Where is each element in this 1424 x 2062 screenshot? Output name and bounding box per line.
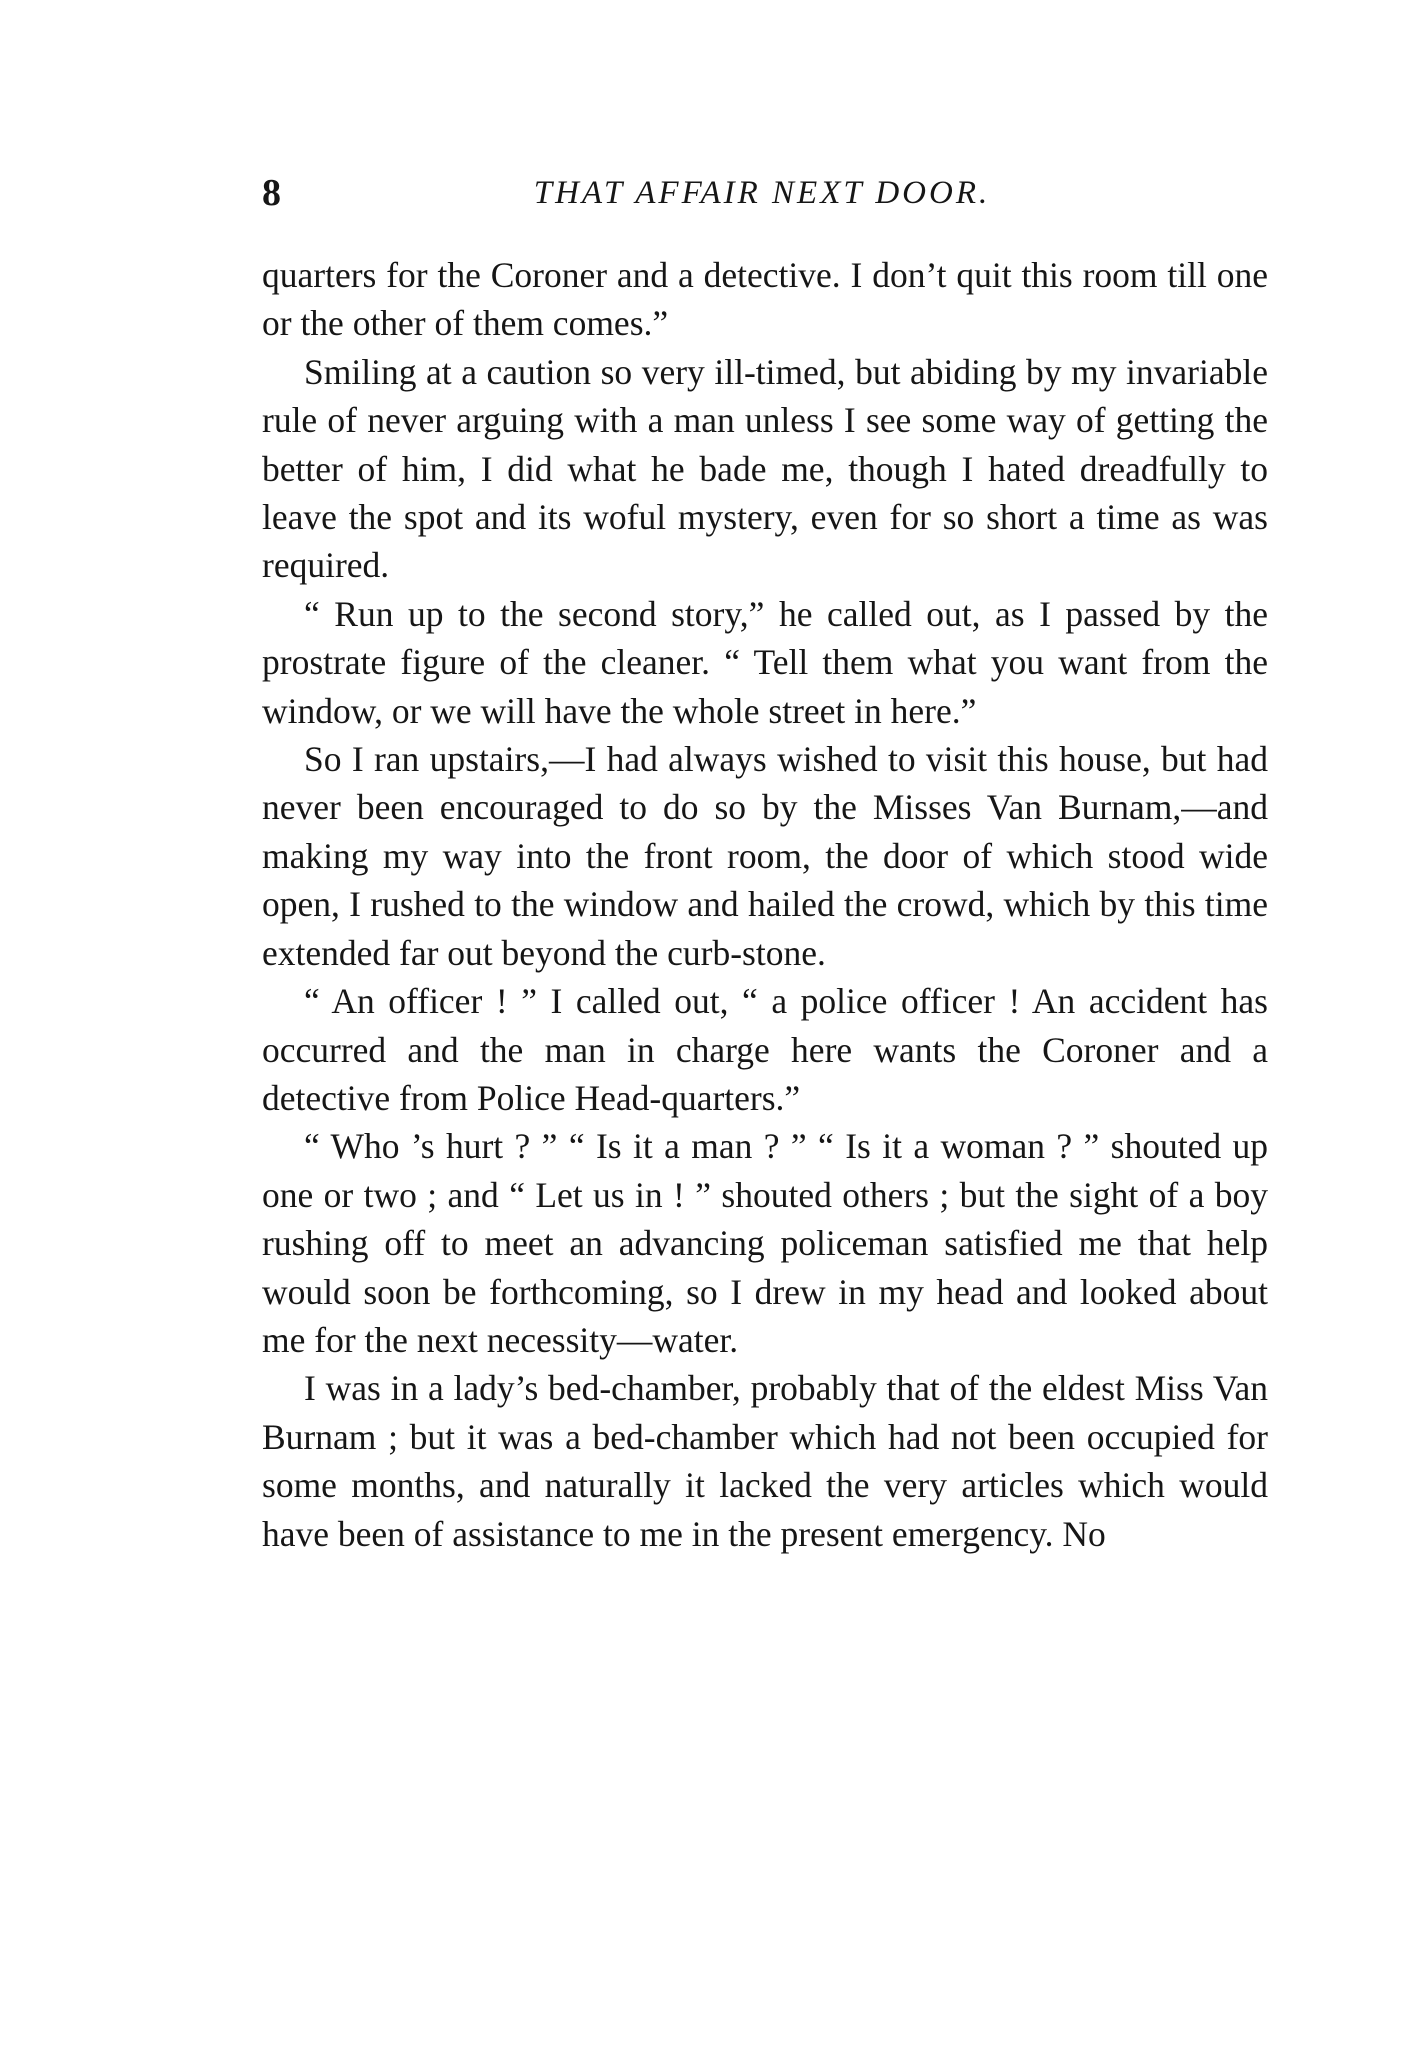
page-number: 8 [262,172,281,214]
paragraph: I was in a lady’s bed-chamber, probably that of the eldest Miss Van Burnam ; but it was a bed-chamber which had not been occupied for some months, and naturally it lacked the very articles which would have been of assistance to me in the present emergency. No [262,1368,1268,1554]
paragraph: So I ran upstairs,—I had always wished to visit this house, but had never been encouraged to do so by the Misses Van Burnam,—and making my way into the front room, the door of which stood wide open, I rushed to the window and hailed the crowd, which by this time extended far out beyond the curb-stone. [262,739,1268,973]
paragraph: “ Run up to the second story,” he called out, as I passed by the prostrate figure of the cleaner. “ Tell them what you want from the window, or we will have the whole street in here.” [262,593,1268,731]
paragraph: “ Who ’s hurt ? ” “ Is it a man ? ” “ Is it a woman ? ” shouted up one or two ; and “ Let us in ! ” shouted others ; but the sight of a boy rushing off to meet an advancing policeman satisfied me that help would soon be forthcoming, so I drew in my head and looked about me for the next necessity—water. [262,1126,1268,1360]
running-title: THAT AFFAIR NEXT DOOR. [533,175,991,211]
page-header [262,170,1262,220]
body-text [262,251,1268,1558]
paragraph: quarters for the Coroner and a detective. I don’t quit this room till one or the other of them comes.” [262,255,1268,344]
paragraph: “ An officer ! ” I called out, “ a police officer ! An accident has occurred and the man in charge here wants the Coroner and a detective from Police Head-quarters.” [262,981,1268,1118]
paragraph: Smiling at a caution so very ill-timed, but abiding by my invariable rule of never arguing with a man unless I see some way of getting the better of him, I did what he bade me, though I hated dreadfully to leave the spot and its woful mystery, even for so short a time as was required. [262,351,1268,586]
